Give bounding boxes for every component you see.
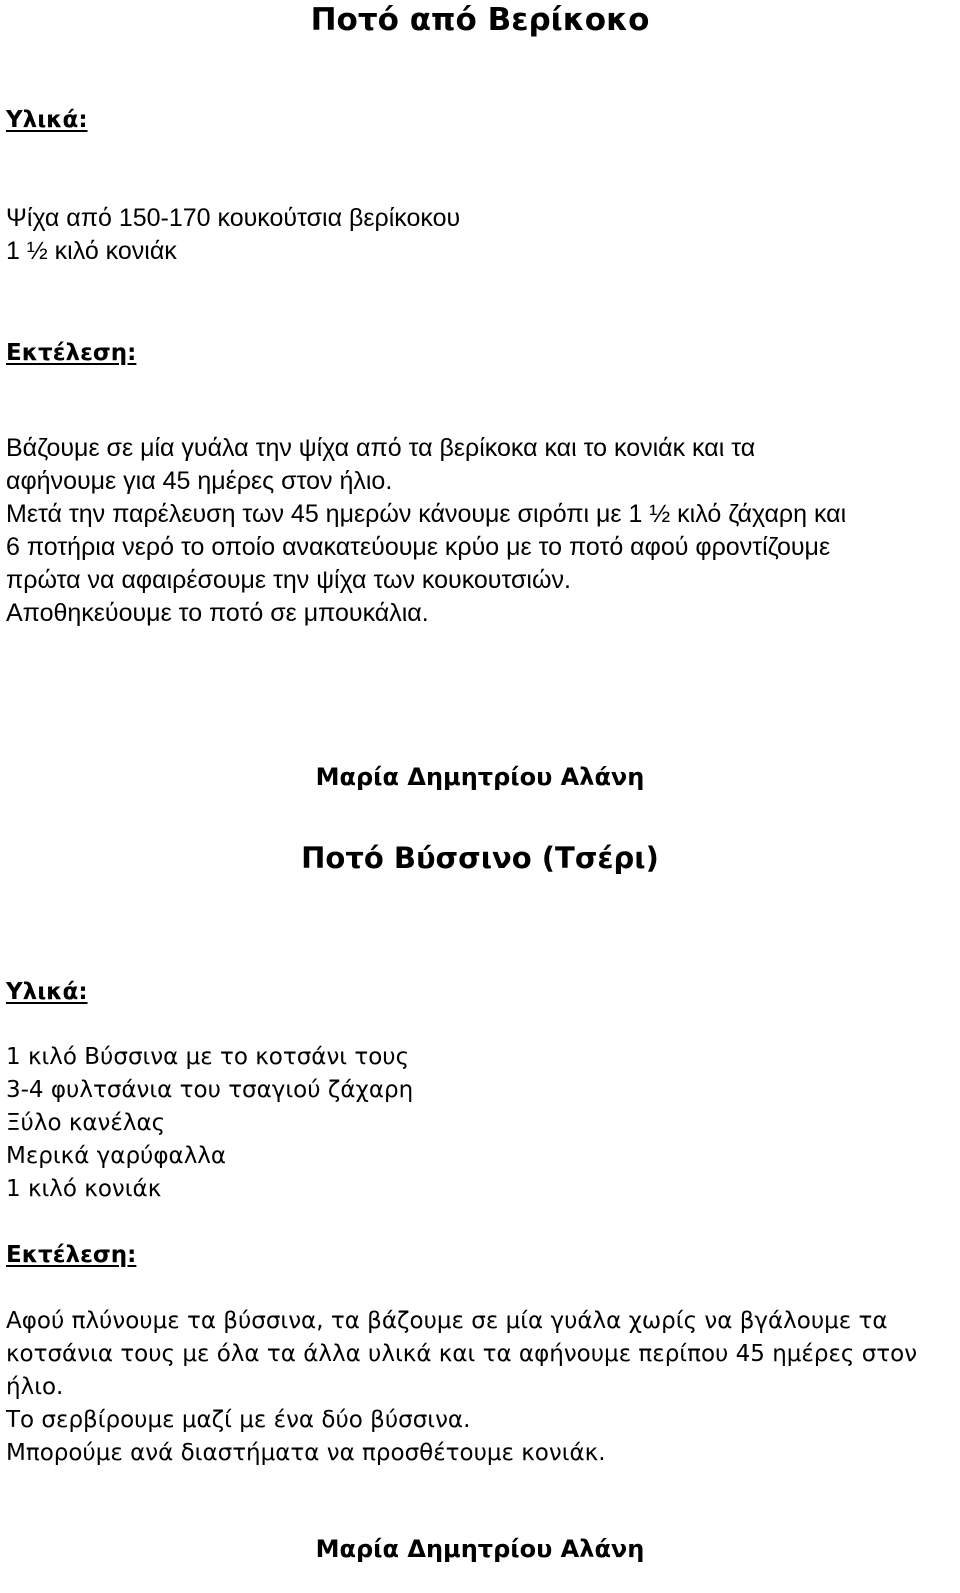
recipe1-method-line: αφήνουμε για 45 ημέρες στον ήλιο. [6,467,393,495]
recipe1-ingredients-heading: Υλικά: [6,107,88,133]
recipe2-method-line: Το σερβίρουμε μαζί με ένα δύο βύσσινα. [6,1407,471,1433]
recipe2-ingredient: Ξύλο κανέλας [6,1110,166,1136]
recipe2-ingredient: 1 κιλό κονιάκ [6,1176,162,1202]
recipe2-ingredient: 3-4 φυλτσάνια του τσαγιού ζάχαρη [6,1077,414,1103]
recipe2-method-line: κοτσάνια τους με όλα τα άλλα υλικά και τα αφήνουμε περίπου 45 ημέρες στον [6,1341,918,1367]
recipe2-ingredient: 1 κιλό Βύσσινα με το κοτσάνι τους [6,1044,410,1070]
recipe2-author: Μαρία Δημητρίου Αλάνη [315,1535,645,1563]
recipe2-method-line: ήλιο. [6,1374,64,1400]
recipe2-ingredients-heading: Υλικά: [6,979,88,1005]
recipe1-method-heading: Εκτέλεση: [6,340,137,366]
recipe1-title: Ποτό από Βερίκοκο [310,2,650,38]
recipe2-method-line: Μπορούμε ανά διαστήματα να προσθέτουμε κονιάκ. [6,1440,606,1466]
recipe2-method-line: Αφού πλύνουμε τα βύσσινα, τα βάζουμε σε μία γυάλα χωρίς να βγάλουμε τα [6,1308,888,1334]
recipe1-method-line: Βάζουμε σε μία γυάλα την ψίχα από τα βερίκοκα και το κονιάκ και τα [6,434,756,462]
recipe1-method-line: 6 ποτήρια νερό το οποίο ανακατεύουμε κρύο με το ποτό αφού φροντίζουμε [6,533,831,561]
recipe1-method-line: πρώτα να αφαιρέσουμε την ψίχα των κουκουτσιών. [6,566,571,594]
recipe1-ingredient: Ψίχα από 150-170 κουκούτσια βερίκοκου [6,204,461,232]
recipe1-author: Μαρία Δημητρίου Αλάνη [315,763,645,791]
recipe2-ingredient: Μερικά γαρύφαλλα [6,1143,227,1169]
recipe2-method-heading: Εκτέλεση: [6,1242,137,1268]
recipe1-method-line: Αποθηκεύουμε το ποτό σε μπουκάλια. [6,599,429,627]
recipe2-title: Ποτό Βύσσινο (Τσέρι) [301,841,659,875]
recipe1-method-line: Μετά την παρέλευση των 45 ημερών κάνουμε σιρόπι με 1 ½ κιλό ζάχαρη και [6,500,847,528]
recipe1-ingredient: 1 ½ κιλό κονιάκ [6,237,177,265]
